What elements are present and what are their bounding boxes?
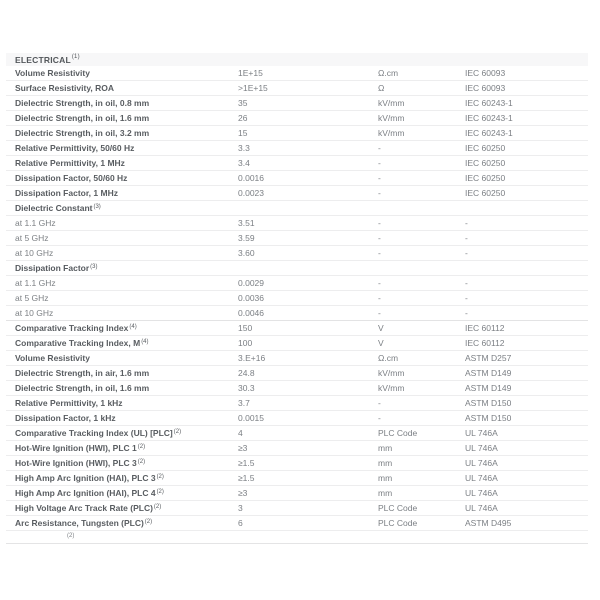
property-label: Comparative Tracking Index (UL) [PLC]$^{(2)}$	[15, 428, 182, 438]
property-label: High Voltage Arc Track Rate (PLC)$^{(2)}$	[15, 503, 162, 513]
property-unit: mm	[378, 488, 393, 498]
table-row	[6, 231, 588, 246]
footnote-superscript: (3)	[93, 204, 101, 210]
property-standard: UL 746A	[465, 473, 498, 483]
table-row	[6, 336, 588, 351]
table-row	[6, 291, 588, 306]
property-standard: UL 746A	[465, 503, 498, 513]
table-row	[6, 426, 588, 441]
property-unit: Ω.cm	[378, 68, 399, 78]
property-value: 3.4	[238, 158, 250, 168]
property-standard: -	[465, 218, 468, 228]
property-value: 0.0015	[238, 413, 264, 423]
property-label: High Amp Arc Ignition (HAI), PLC 3$^{(2)}$	[15, 473, 164, 483]
property-value: 0.0029	[238, 278, 264, 288]
footnote-superscript: (4)	[129, 324, 137, 330]
property-value: 30.3	[238, 383, 255, 393]
table-rows	[6, 66, 588, 531]
table-row	[6, 320, 588, 336]
property-label: Dissipation Factor, 1 kHz	[15, 413, 116, 423]
property-label: Comparative Tracking Index, $M^{(4)}$	[15, 338, 149, 348]
property-value: 3.59	[238, 233, 255, 243]
property-unit: -	[378, 158, 381, 168]
property-label: Dissipation Factor, 1 MHz	[15, 188, 118, 198]
footnote-superscript: (2)	[144, 519, 153, 525]
property-value: 0.0016	[238, 173, 264, 183]
table-row	[6, 381, 588, 396]
property-value: 3.E+16	[238, 353, 266, 363]
property-label: Dissipation Factor, 50/60 Hz	[15, 173, 128, 183]
property-standard: UL 746A	[465, 458, 498, 468]
property-label: at 10 GHz	[15, 308, 54, 318]
property-value: 24.8	[238, 368, 255, 378]
property-unit: V	[378, 338, 384, 348]
property-label: Hot-Wire Ignition (HWI), PLC 1$^{(2)}$	[15, 443, 146, 453]
footnote-superscript: (2)	[156, 474, 164, 480]
property-label: Dielectric Strength, in air, 1.6 mm	[15, 368, 150, 378]
property-standard: IEC 60250	[465, 173, 506, 183]
property-label: Relative Permittivity, 1 kHz	[15, 398, 123, 408]
partial-row-footnote-fragment: (2)	[67, 533, 75, 539]
property-value: 0.0046	[238, 308, 264, 318]
clipped-partial-row	[6, 531, 588, 544]
footnote-superscript: (2)	[173, 429, 182, 435]
property-standard: UL 746A	[465, 428, 498, 438]
table-row	[6, 81, 588, 96]
property-label: Dielectric Strength, in oil, 3.2 mm	[15, 128, 150, 138]
property-value: ≥3	[238, 443, 248, 453]
property-unit: V	[378, 323, 384, 333]
property-standard: ASTM D149	[465, 383, 512, 393]
property-label: Dielectric Strength, in oil, 1.6 mm	[15, 383, 150, 393]
table-row	[6, 516, 588, 531]
property-label: Volume Resistivity	[15, 353, 90, 363]
electrical-properties-table	[6, 53, 588, 544]
property-standard: IEC 60093	[465, 83, 506, 93]
property-standard: ASTM D495	[465, 518, 512, 528]
property-label: Surface Resistivity, ROA	[15, 83, 115, 93]
property-unit: -	[378, 293, 381, 303]
property-standard: IEC 60243-1	[465, 113, 513, 123]
property-value: ≥1.5	[238, 473, 255, 483]
property-value: 3.7	[238, 398, 250, 408]
table-row	[6, 486, 588, 501]
property-unit: -	[378, 248, 381, 258]
property-unit: kV/mm	[378, 383, 405, 393]
property-unit: -	[378, 143, 381, 153]
property-unit: kV/mm	[378, 113, 405, 123]
property-unit: kV/mm	[378, 98, 405, 108]
property-label: Dissipation Factor$^{(3)}$	[15, 263, 98, 273]
footnote-superscript: (2)	[153, 504, 162, 510]
property-unit: -	[378, 188, 381, 198]
property-standard: IEC 60093	[465, 68, 506, 78]
table-row	[6, 366, 588, 381]
property-label: High Amp Arc Ignition (HAI), PLC 4$^{(2)}$	[15, 488, 164, 498]
property-value: 0.0023	[238, 188, 264, 198]
table-row	[6, 171, 588, 186]
property-label: Hot-Wire Ignition (HWI), PLC 3$^{(2)}$	[15, 458, 146, 468]
property-standard: ASTM D149	[465, 368, 512, 378]
property-unit: mm	[378, 443, 393, 453]
property-value: 26	[238, 113, 248, 123]
section-header-electrical	[6, 53, 588, 66]
property-value: 3.51	[238, 218, 255, 228]
table-row	[6, 396, 588, 411]
property-value: ≥3	[238, 488, 248, 498]
table-row	[6, 261, 588, 276]
table-row	[6, 111, 588, 126]
property-standard: -	[465, 248, 468, 258]
property-unit: Ω	[378, 83, 385, 93]
property-value: 4	[238, 428, 243, 438]
property-label: Relative Permittivity, 50/60 Hz	[15, 143, 135, 153]
footnote-superscript: (2)	[137, 444, 146, 450]
property-standard: IEC 60250	[465, 158, 506, 168]
property-value: ≥1.5	[238, 458, 255, 468]
footnote-superscript: (2)	[137, 459, 146, 465]
property-unit: mm	[378, 458, 393, 468]
property-label: at 10 GHz	[15, 248, 54, 258]
property-value: 150	[238, 323, 253, 333]
property-value: >1E+15	[238, 83, 268, 93]
property-value: 1E+15	[238, 68, 263, 78]
property-value: 35	[238, 98, 248, 108]
property-unit: -	[378, 278, 381, 288]
property-label: at 1.1 GHz	[15, 278, 56, 288]
property-unit: -	[378, 233, 381, 243]
property-label: at 1.1 GHz	[15, 218, 56, 228]
property-value: 0.0036	[238, 293, 264, 303]
table-row	[6, 411, 588, 426]
property-standard: UL 746A	[465, 443, 498, 453]
property-unit: PLC Code	[378, 518, 418, 528]
property-standard: -	[465, 293, 468, 303]
table-row	[6, 276, 588, 291]
table-row	[6, 456, 588, 471]
property-label: Dielectric Strength, in oil, 1.6 mm	[15, 113, 150, 123]
property-standard: ASTM D150	[465, 398, 512, 408]
property-unit: -	[378, 308, 381, 318]
property-unit: -	[378, 413, 381, 423]
property-standard: ASTM D150	[465, 413, 512, 423]
property-label: at 5 GHz	[15, 293, 49, 303]
property-value: 3.60	[238, 248, 255, 258]
table-row	[6, 96, 588, 111]
table-row	[6, 156, 588, 171]
table-row	[6, 186, 588, 201]
table-row	[6, 471, 588, 486]
section-title-footnote: (1)	[71, 53, 80, 60]
footnote-superscript: (4)	[141, 339, 149, 345]
property-unit: PLC Code	[378, 503, 418, 513]
table-row	[6, 216, 588, 231]
property-standard: -	[465, 233, 468, 243]
section-title: ELECTRICAL	[15, 54, 71, 65]
footnote-superscript: (3)	[90, 264, 98, 270]
property-label: Relative Permittivity, 1 MHz	[15, 158, 125, 168]
property-standard: IEC 60250	[465, 143, 506, 153]
property-standard: -	[465, 278, 468, 288]
property-unit: -	[378, 398, 381, 408]
property-label: Comparative Tracking Index$^{(4)}$	[15, 323, 137, 333]
footnote-superscript: (2)	[156, 489, 164, 495]
property-value: 15	[238, 128, 248, 138]
table-row	[6, 351, 588, 366]
property-label: at 5 GHz	[15, 233, 49, 243]
property-unit: -	[378, 173, 381, 183]
table-row	[6, 246, 588, 261]
property-value: 3.3	[238, 143, 250, 153]
property-value: 6	[238, 518, 243, 528]
table-row	[6, 141, 588, 156]
property-standard: IEC 60250	[465, 188, 506, 198]
table-row	[6, 201, 588, 216]
property-value: 100	[238, 338, 253, 348]
property-standard: IEC 60112	[465, 323, 505, 333]
property-label: Volume Resistivity	[15, 68, 90, 78]
table-row	[6, 441, 588, 456]
property-unit: mm	[378, 473, 393, 483]
property-unit: PLC Code	[378, 428, 418, 438]
property-unit: kV/mm	[378, 128, 405, 138]
property-label: Arc Resistance, Tungsten (PLC)$^{(2)}$	[15, 518, 153, 528]
property-unit: Ω.cm	[378, 353, 399, 363]
property-standard: -	[465, 308, 468, 318]
property-value: 3	[238, 503, 243, 513]
table-row	[6, 501, 588, 516]
property-unit: kV/mm	[378, 368, 405, 378]
table-row	[6, 66, 588, 81]
property-unit: -	[378, 218, 381, 228]
table-row	[6, 126, 588, 141]
property-standard: IEC 60243-1	[465, 128, 513, 138]
property-standard: IEC 60243-1	[465, 98, 513, 108]
property-standard: IEC 60112	[465, 338, 505, 348]
property-standard: UL 746A	[465, 488, 498, 498]
property-standard: ASTM D257	[465, 353, 512, 363]
property-label: Dielectric Strength, in oil, 0.8 mm	[15, 98, 150, 108]
table-row	[6, 306, 588, 321]
property-label: Dielectric Constant$^{(3)}$	[15, 203, 101, 213]
